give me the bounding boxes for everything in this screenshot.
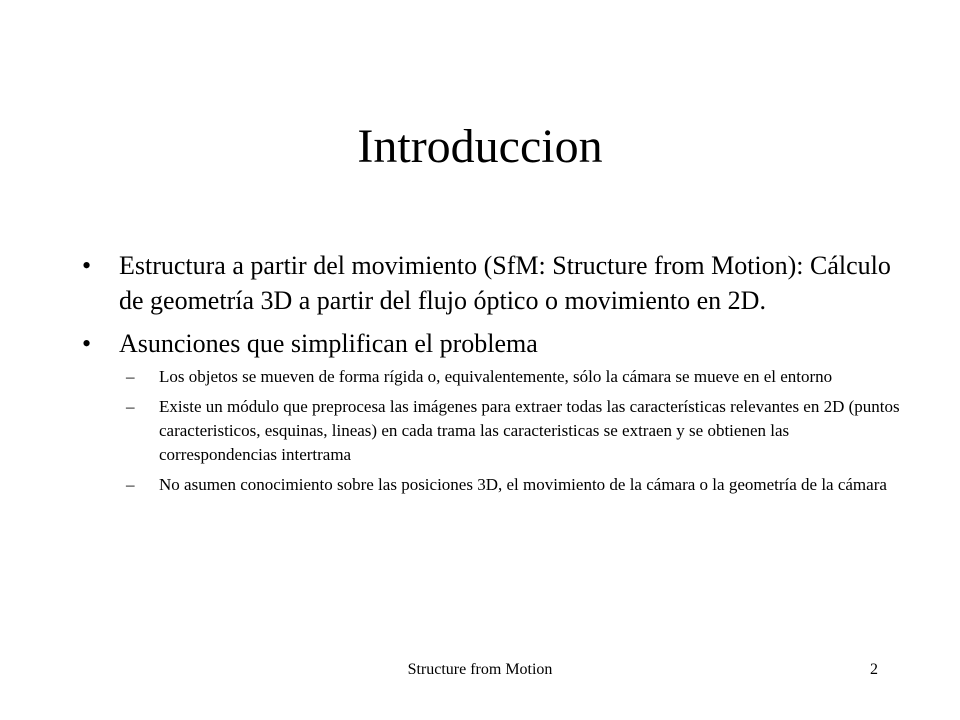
bullet-list [82, 248, 902, 505]
sub-bullet-list [116, 365, 902, 497]
sub-bullet-item [116, 365, 902, 389]
sub-bullet-text: No asumen conocimiento sobre las posiciones 3D, el movimiento de la cámara o la geometría de la cámara [159, 475, 887, 494]
dash-marker: – [126, 397, 135, 416]
dash-marker: – [126, 475, 135, 494]
bullet-text: Estructura a partir del movimiento (SfM: Structure from Motion): Cálculo de geometría 3D a partir del flujo óptico o movimiento en 2D. [119, 251, 891, 315]
slide-footer: Structure from Motion [407, 661, 553, 678]
sub-bullet-text: Los objetos se mueven de forma rígida o, equivalentemente, sólo la cámara se mueve en el entorno [159, 367, 833, 386]
sub-bullet-text: Existe un módulo que preprocesa las imágenes para extraer todas las características relevantes en 2D (puntos caracteristicos, esquinas, lineas) en cada trama las caracteristicas se extraen y se obtienen las correspondencias intertrama [159, 397, 900, 464]
sub-bullet-item [116, 395, 902, 467]
bullet-item [82, 326, 902, 497]
bullet-text: Asunciones que simplifican el problema [119, 329, 538, 358]
bullet-marker: • [82, 251, 92, 280]
dash-marker: – [126, 367, 135, 386]
sub-bullet-item [116, 473, 902, 497]
slide-number: 2 [870, 661, 878, 678]
bullet-item [82, 248, 902, 318]
slide-title: Introduccion [357, 120, 603, 173]
bullet-marker: • [82, 329, 92, 358]
